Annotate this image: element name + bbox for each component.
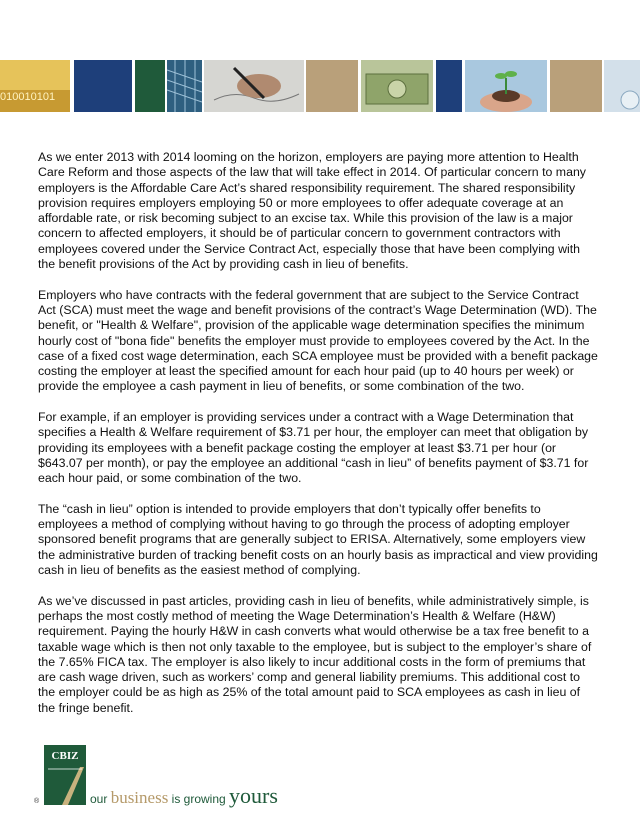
tagline-our: our: [90, 792, 111, 806]
glassware-photo-icon: [604, 60, 640, 112]
tagline: [90, 783, 278, 809]
footer-branding: [34, 745, 334, 815]
tagline-business: business: [110, 788, 169, 807]
banner-photo-glass: [604, 60, 640, 112]
banner-photo-seedling-hands: [465, 60, 547, 112]
banner-block-tan-2: [550, 60, 602, 112]
banner-photo-currency: [361, 60, 433, 112]
banner-photo-handwriting: [204, 60, 304, 112]
banner-block-navy-2: [436, 60, 462, 112]
banner-block-green: [135, 60, 165, 112]
article-body: [38, 150, 598, 731]
seedling-hands-photo-icon: [465, 60, 547, 112]
tagline-yours: yours: [229, 783, 278, 808]
article-paragraph: For example, if an employer is providing services under a contract with a Wage Determination that specifies a Health & Welfare requirement of $3.71 per hour, the employer can meet that obligation by providing its employees with a benefit package costing the employer at least $3.71 per hour (or $643.07 per month), or pay the employee an additional “cash in lieu” of benefits payment of $3.71 for each hour paid, or some combination of the two.: [38, 410, 589, 486]
logo-text: CBIZ: [51, 750, 79, 762]
article-paragraph: As we’ve discussed in past articles, providing cash in lieu of benefits, while administratively simple, is perhaps the most costly method of meeting the Wage Determination’s Health & Welfare (H&W) requirement. Paying the hourly H&W in cash converts what would otherwise be a tax free benefit to a taxable wage which is then not only taxable to the employee, but is subject to the employer’s share of the 7.65% FICA tax. The employer is also likely to incur additional costs in the form of premiums that are cash wage driven, such as workers’ comp and general liability premiums. This additional cost to the employer could be as high as 25% of the total amount paid to SCA employees as cash in lieu of the fringe benefit.: [38, 593, 592, 715]
banner-block-tan: [306, 60, 358, 112]
handwriting-photo-icon: [204, 60, 304, 112]
article-paragraph: As we enter 2013 with 2014 looming on the horizon, employers are paying more attention to Health Care Reform and those aspects of the law that will take effect in 2014. Of particular concern to many employers is the Affordable Care Act’s shared responsibility requirement. The shared responsibility provision requires employers employing 50 or more employees to offer adequate coverage at an affordable rate, or risk becoming subject to an excise tax. While this provision of the law is a major concern to affected employers, it should be of particular concern to government contractors with employees covered under the Service Contract Act, especially those that have been complying with the benefit provisions of the Act by providing cash in lieu of benefits.: [38, 150, 586, 272]
svg-text:010010101: 010010101: [0, 91, 56, 103]
binary-code-photo-icon: [0, 60, 70, 112]
header-banner: [0, 60, 640, 112]
article-paragraph: The “cash in lieu” option is intended to provide employers that don’t typically offer benefits to employees a method of complying without having to go through the process of adopting employer sponsored benefit programs that are generally subject to ERISA. Alternatively, some employers view the administrative burden of tracking benefit costs on an hourly basis as impractical and view providing cash in lieu of benefits as the easiest method of complying.: [38, 501, 598, 578]
cbiz-logo: [44, 745, 86, 805]
banner-photo-binary-gold: [0, 60, 70, 112]
logo-swoosh-icon: [44, 745, 86, 805]
article-paragraph: Employers who have contracts with the federal government that are subject to the Service Contract Act (SCA) must meet the wage and benefit provisions of the contract’s Wage Determination (WD). The benefit, or "Health & Welfare", provision of the applicable wage determination specifies the minimum hourly cost of "bona fide" benefits the employer must provide to employees covered by the Act. In the case of a fixed cost wage determination, each SCA employee must be provided with a benefit package costing the employer at least the specified amount for each hour paid (up to 40 hours per week) or provide the employee a cash payment in lieu of benefits, or some combination of the two.: [38, 287, 598, 394]
currency-photo-icon: [361, 60, 433, 112]
banner-photo-building: [167, 60, 202, 112]
registered-mark: ®: [34, 798, 40, 805]
tagline-is-growing: is growing: [168, 792, 230, 806]
building-photo-icon: [167, 60, 202, 112]
banner-block-navy: [74, 60, 132, 112]
